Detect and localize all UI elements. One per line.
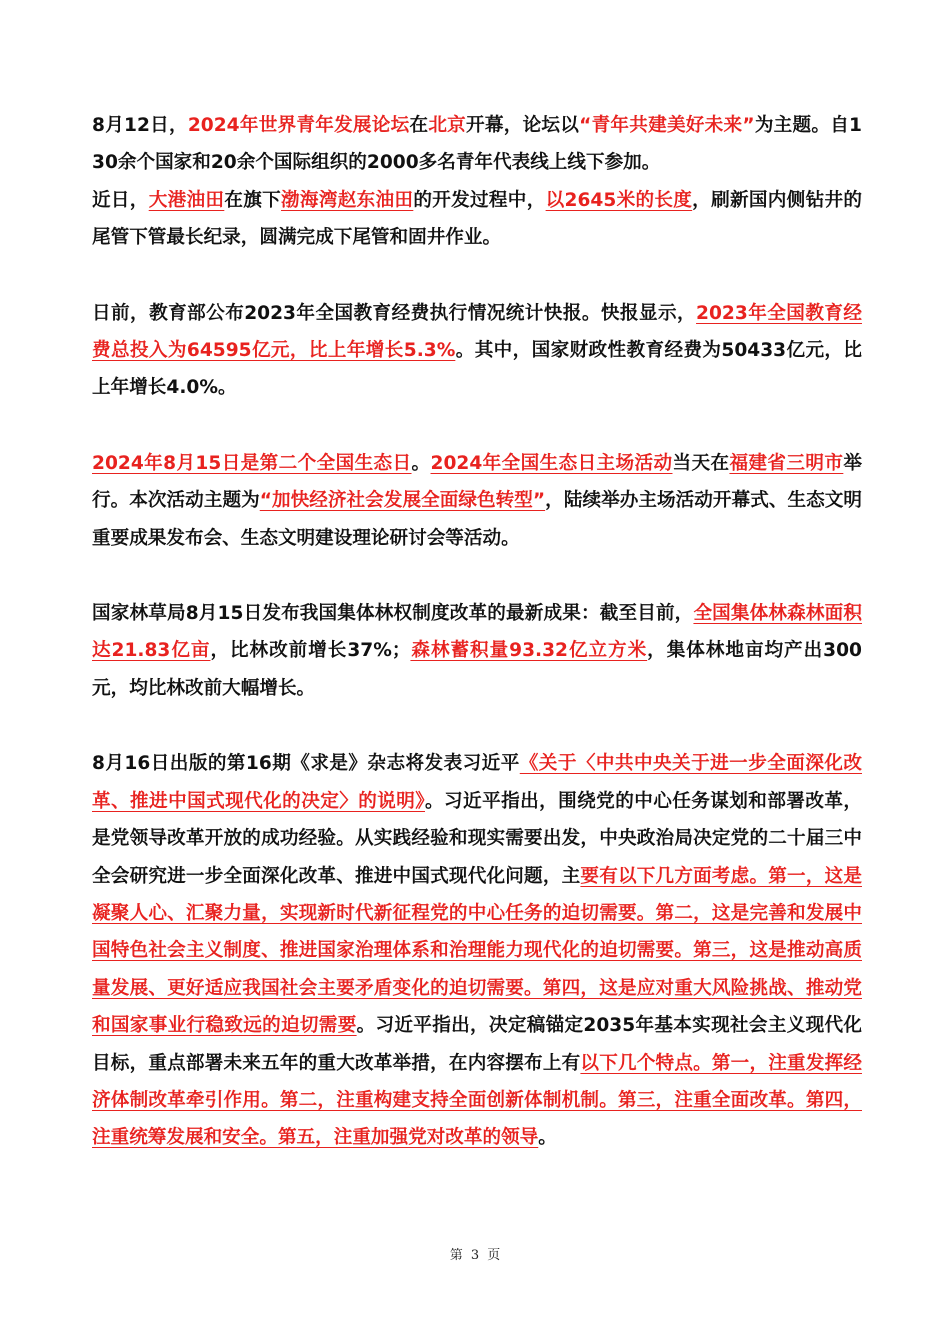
text-segment: 举行。本次活动主题为 (92, 452, 862, 512)
text-segment: 。 (411, 452, 431, 474)
page-number: 3 (470, 1248, 480, 1263)
highlighted-text: 北京 (428, 115, 467, 136)
text-segment: ，刷新国内侧钻井的尾管下管最长纪录，圆满完成下尾管和固井作业。 (92, 189, 862, 249)
text-segment: 当天在 (672, 452, 730, 474)
paragraph-forest-reform (92, 595, 862, 707)
text-segment: ，陆续举办主场活动开幕式、生态文明重要成果发布会、生态文明建设理论研讨会等活动。 (92, 490, 862, 549)
text-segment: 国家林草局8月15日发布我国集体林权制度改革的最新成果：截至目前， (92, 603, 694, 625)
paragraph-gap (92, 257, 862, 295)
highlighted-text: 2024年世界青年发展论坛 (187, 115, 410, 136)
highlighted-text: 森林蓄积量93.32亿立方米 (410, 640, 648, 662)
highlighted-text: 福建省三明市 (729, 452, 844, 474)
footer-prefix: 第 (449, 1248, 463, 1263)
text-segment: 。习近平指出，决定稿锚定2035年基本实现社会主义现代化目标，重点部署未来五年的重大改革举措，在内容摆布上有 (92, 1015, 862, 1074)
highlighted-text: 要有以下几方面考虑。第一，这是凝聚人心、汇聚力量，实现新时代新征程党的中心任务的迫切需要。第二，这是完善和发展中国特色社会主义制度、推进国家治理体系和治理能力现代化的迫切需要。第三，这是推动高质量发展、更好适应我国社会主要矛盾变化的迫切需要。第四，这是应对重大风险挑战、推动党和国家事业行稳致远的迫切需要 (92, 865, 862, 1037)
highlighted-text: 《关于〈中共中央关于进一步全面深化改革、推进中国式现代化的决定〉的说明》 (92, 753, 862, 812)
text-segment: 。 (538, 1127, 557, 1149)
paragraph-education-funding (92, 295, 862, 407)
text-segment: 的开发过程中， (413, 189, 546, 211)
text-segment: 在旗下 (224, 189, 282, 211)
paragraph-ecology-day (92, 445, 862, 557)
highlighted-text: “加快经济社会发展全面绿色转型” (259, 490, 546, 512)
footer-suffix: 页 (487, 1248, 501, 1263)
text-segment: 为主题。自130余个国家和20余个国际组织的2000多名青年代表线上线下参加。 (92, 115, 862, 174)
paragraph-gap (92, 557, 862, 595)
highlighted-text: 2023年全国教育经费总投入为64595亿元，比上年增长5.3% (92, 302, 862, 362)
highlighted-text: 以2645米的长度 (545, 189, 693, 211)
highlighted-text: 大港油田 (148, 189, 225, 211)
text-segment: 日前，教育部公布2023年全国教育经费执行情况统计快报。快报显示， (92, 302, 697, 324)
text-segment: 8月16日出版的第16期《求是》杂志将发表习近平 (92, 753, 520, 775)
highlighted-text: “青年共建美好未来” (579, 115, 755, 136)
text-segment: 近日， (92, 189, 149, 211)
highlighted-text: 2024年8月15日是第二个全国生态日 (92, 452, 412, 474)
text-segment: 。习近平指出，围绕党的中心任务谋划和部署改革，是党领导改革开放的成功经验。从实践经验和现实需要出发，中央政治局决定党的二十届三中全会研究进一步全面深化改革、推进中国式现代化问题，主 (92, 790, 862, 887)
paragraph-youth-forum (92, 107, 862, 182)
text-segment: 在 (409, 115, 429, 136)
document-body (92, 107, 862, 1157)
highlighted-text: 以下几个特点。第一，注重发挥经济体制改革牵引作用。第二，注重构建支持全面创新体制机制。第三，注重全面改革。第四，注重统筹发展和安全。第五，注重加强党对改革的领导 (92, 1052, 862, 1149)
page-footer (0, 1244, 950, 1263)
highlighted-text: 2024年全国生态日主场活动 (430, 452, 673, 474)
paragraph-dagang-oilfield (92, 182, 862, 257)
paragraph-qiushi (92, 745, 862, 1156)
highlighted-text: 全国集体林森林面积达21.83亿亩 (92, 603, 862, 662)
text-segment: ，集体林地亩均产出300元，均比林改前大幅增长。 (92, 640, 862, 699)
paragraph-gap (92, 707, 862, 745)
highlighted-text: 渤海湾赵东油田 (281, 189, 414, 211)
text-segment: 。其中，国家财政性教育经费为50433亿元，比上年增长4.0%。 (92, 340, 862, 399)
text-segment: 开幕，论坛以 (466, 115, 580, 136)
text-segment: 8月12日， (92, 115, 188, 136)
paragraph-gap (92, 407, 862, 445)
text-segment: ，比林改前增长37%； (210, 640, 411, 662)
